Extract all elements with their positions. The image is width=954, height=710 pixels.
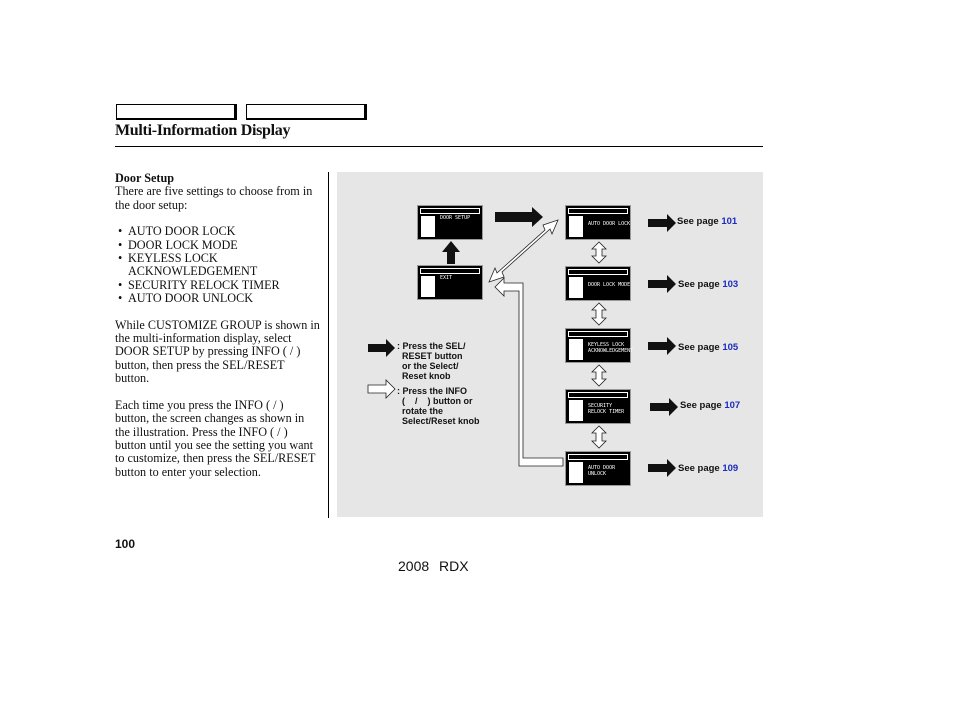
sel-arrow-icon [648, 459, 676, 477]
sel-arrow-icon [442, 241, 460, 264]
display-text: AUTO DOOR [588, 465, 616, 471]
display-text: RELOCK TIMER [588, 409, 625, 415]
sel-arrow-icon [650, 398, 678, 416]
sel-arrow-icon [648, 275, 676, 293]
see-page-ref: See page 103 [678, 279, 739, 290]
header-tab-left [116, 104, 237, 120]
settings-list-item: • SECURITY RELOCK TIMER [115, 279, 320, 292]
column-divider [328, 172, 329, 518]
see-page-ref: See page 107 [680, 400, 741, 411]
settings-list-item: • AUTO DOOR LOCK [115, 225, 320, 238]
display-text: EXIT [440, 275, 453, 281]
sel-arrow-icon [495, 207, 543, 227]
left-column [115, 172, 320, 479]
display-text: KEYLESS LOCK [588, 342, 625, 348]
info-arrow-icon [592, 365, 606, 386]
settings-list-item: • DOOR LOCK MODE [115, 239, 320, 252]
instruction-paragraph-1: While CUSTOMIZE GROUP is shown in the multi-information display, select DOOR SETUP by pressing INFO ( / ) button, then press the SEL/RESET button. [115, 317, 320, 386]
display-text: SECURITY [588, 403, 613, 409]
section-heading: Door Setup [115, 171, 175, 185]
page-number: 100 [115, 537, 136, 551]
settings-list-item: • AUTO DOOR UNLOCK [115, 292, 320, 305]
sel-arrow-icon [368, 339, 395, 357]
page-title: Multi-Information Display [115, 122, 291, 139]
sel-arrow-icon [648, 214, 676, 232]
info-arrow-icon [495, 278, 563, 466]
legend-sel-text: : Press the SEL/ RESET button or the Select/ Reset knob [397, 341, 466, 381]
title-rule [115, 146, 763, 147]
model-footer: 2008 RDX [398, 558, 469, 574]
instruction-paragraph-2: Each time you press the INFO ( / ) button, the screen changes as shown in the illustration. Press the INFO ( / ) button until you see the setting you want to customize, then press the SEL/RESET button to enter your selection. [115, 397, 316, 479]
legend-info-text: : Press the INFO ( / ) button or rotate the Select/Reset knob [397, 386, 480, 426]
info-arrow-icon [489, 220, 558, 282]
info-arrow-icon [592, 242, 606, 263]
flow-arrows [337, 172, 763, 517]
see-page-ref: See page 109 [678, 463, 739, 474]
sel-arrow-icon [648, 337, 676, 355]
header-tab-right [246, 104, 367, 120]
see-page-ref: See page 101 [677, 216, 738, 227]
display-text: AUTO DOOR LOCK [588, 221, 631, 227]
settings-list-item: • KEYLESS LOCK ACKNOWLEDGEMENT [115, 252, 320, 279]
display-text: ACKNOWLEDGEMENT [588, 348, 634, 354]
info-arrow-icon [592, 303, 606, 325]
display-text: UNLOCK [588, 471, 607, 477]
intro-text: There are five settings to choose from in the door setup: [115, 184, 313, 212]
see-page-ref: See page 105 [678, 342, 739, 353]
info-arrow-icon [368, 380, 395, 398]
info-arrow-icon [592, 426, 606, 448]
settings-list [115, 225, 320, 305]
display-text: DOOR SETUP [440, 215, 471, 221]
display-text: DOOR LOCK MODE [588, 282, 631, 288]
